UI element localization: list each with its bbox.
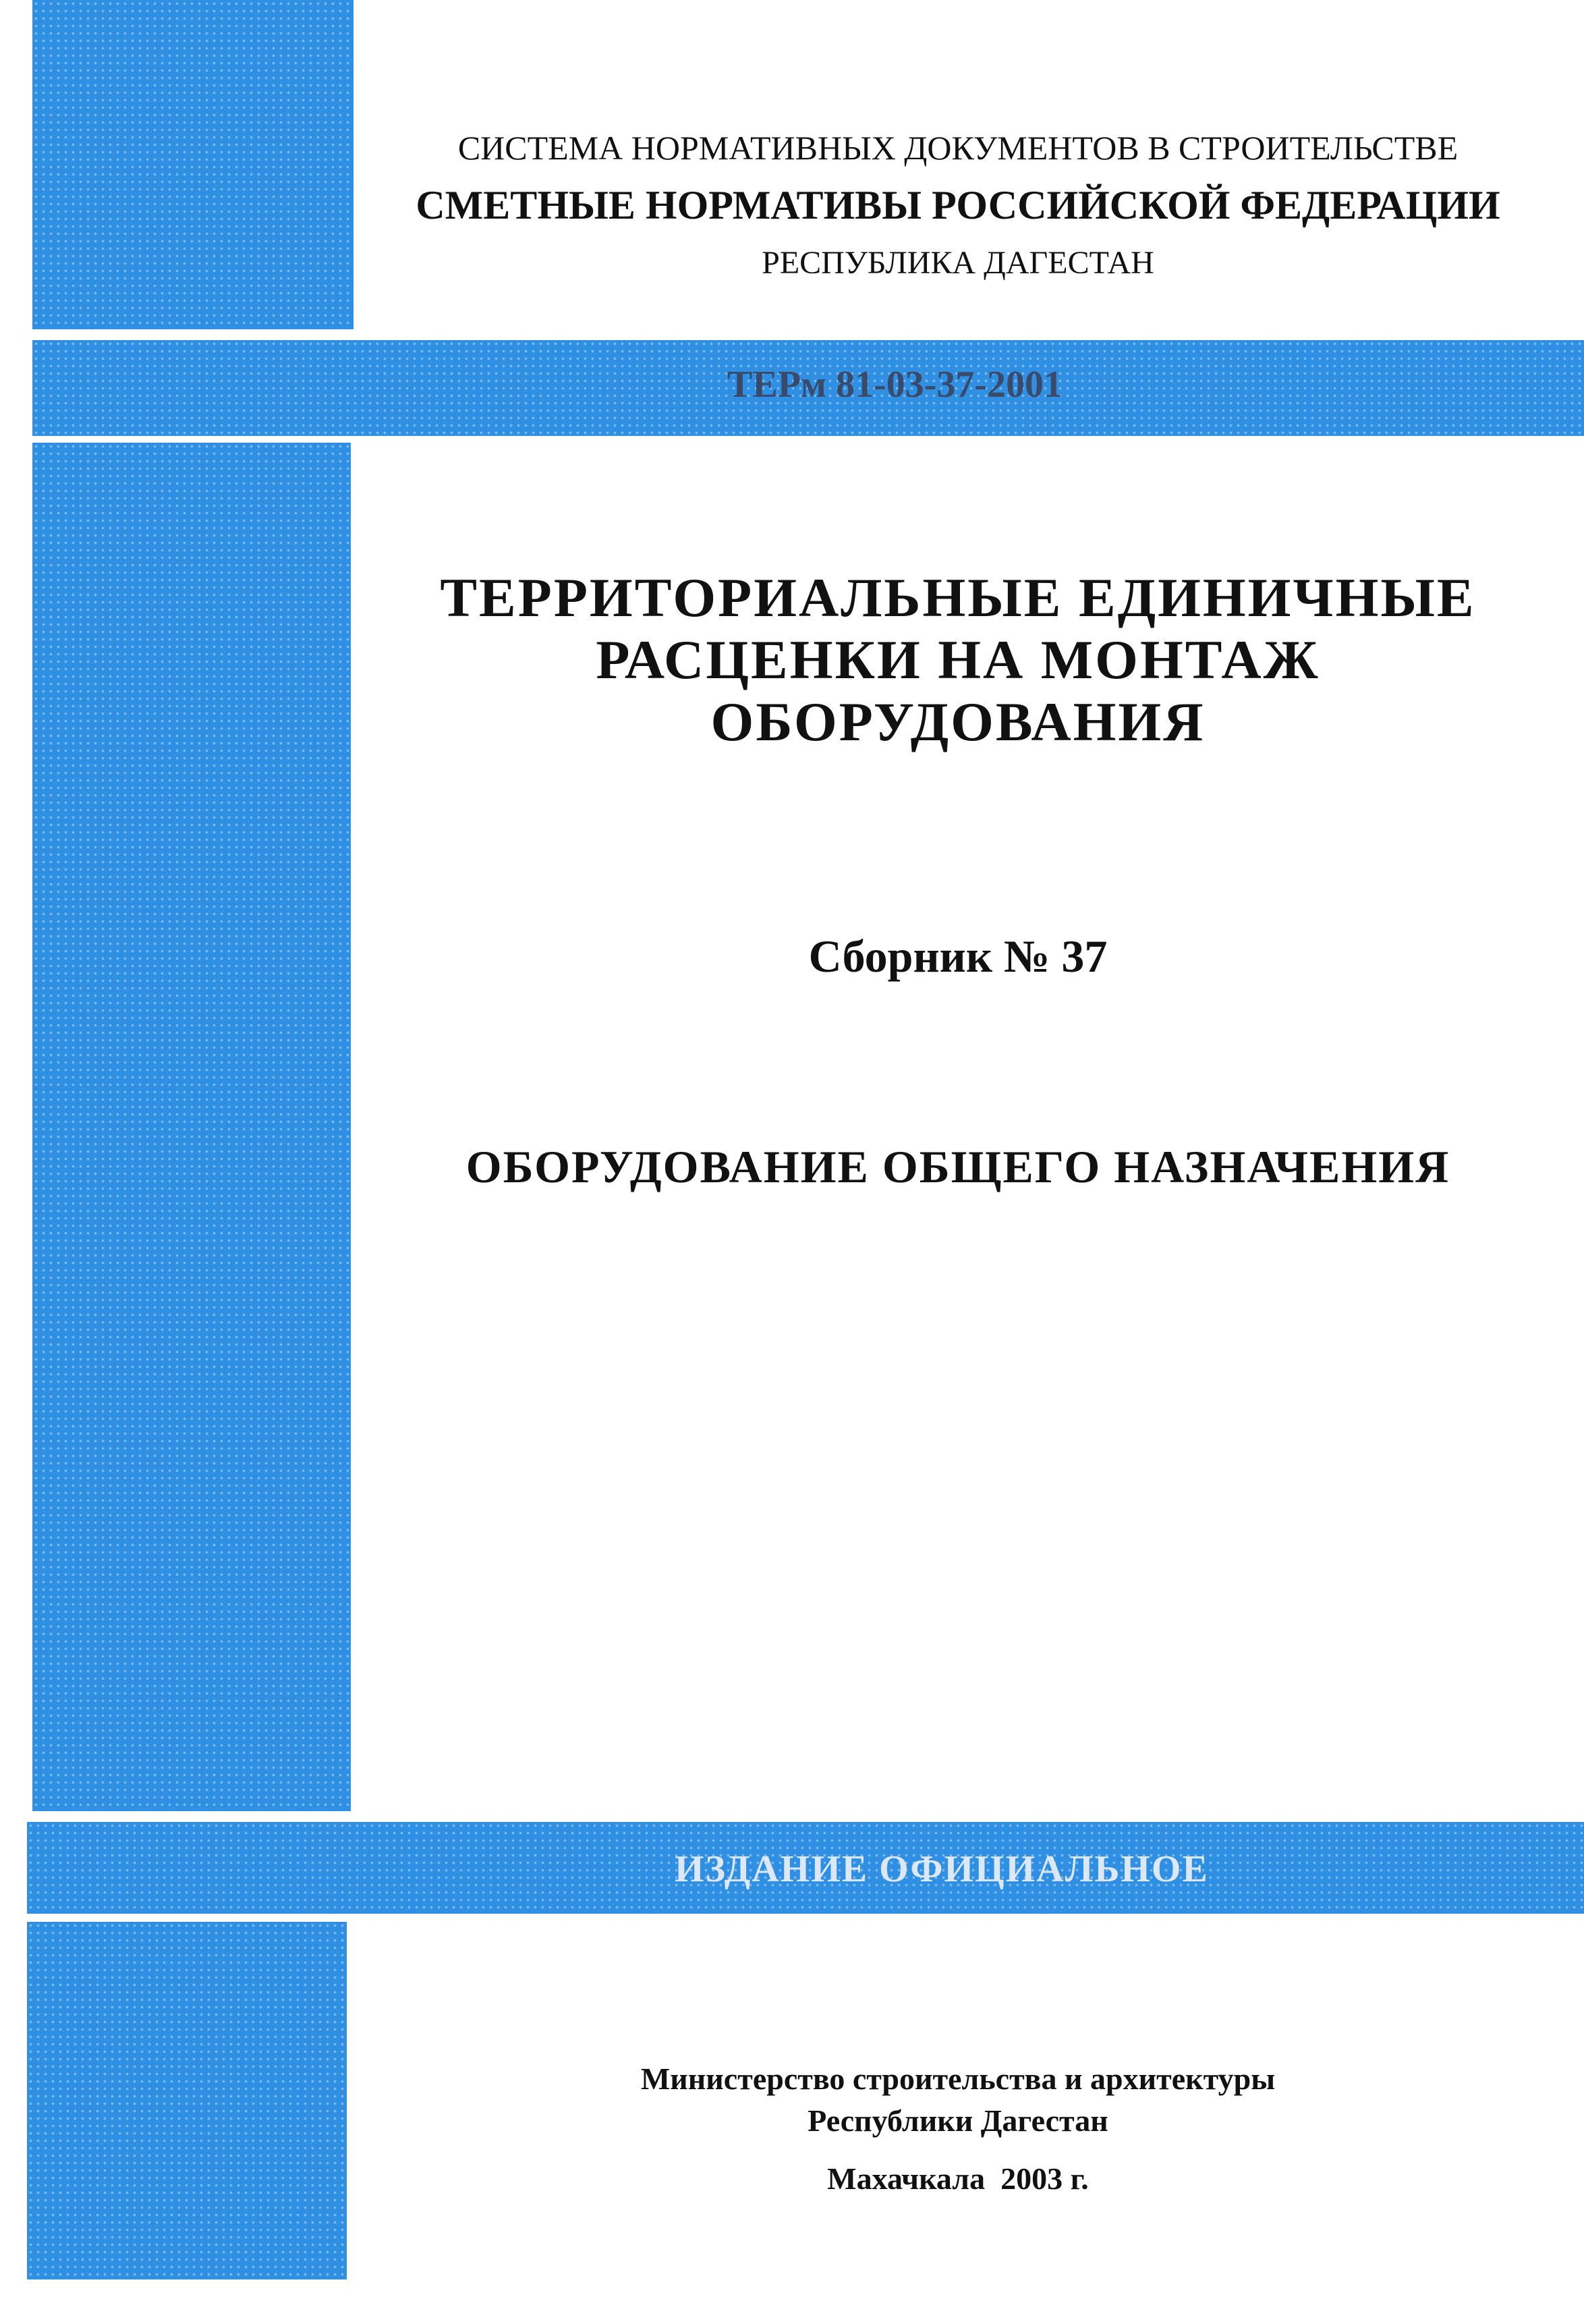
left-blue-strip-bottom [27,1922,347,2279]
document-code: ТЕРм 81-03-37-2001 [727,364,1063,406]
official-edition-band [27,1822,1584,1914]
region-heading: РЕСПУБЛИКА ДАГЕСТАН [762,245,1154,281]
main-title-line-1: ТЕРРИТОРИАЛЬНЫЕ ЕДИНИЧНЫЕ [440,567,1476,628]
left-blue-strip-middle [32,443,351,1811]
left-blue-strip-top [32,0,353,329]
section-title: ОБОРУДОВАНИЕ ОБЩЕГО НАЗНАЧЕНИЯ [465,1141,1450,1192]
publisher-line-1: Министерство строительства и архитектуры [640,2062,1276,2096]
system-heading: СИСТЕМА НОРМАТИВНЫХ ДОКУМЕНТОВ В СТРОИТЕЛЬСТВЕ [457,129,1459,167]
estimate-norms-heading: СМЕТНЫЕ НОРМАТИВЫ РОССИЙСКОЙ ФЕДЕРАЦИИ [416,183,1500,227]
main-title [378,567,1538,753]
official-edition-label: ИЗДАНИЕ ОФИЦИАЛЬНОЕ [675,1848,1209,1890]
place-and-year: Махачкала 2003 г. [827,2161,1089,2196]
document-code-band [32,340,1584,436]
main-title-line-3: ОБОРУДОВАНИЯ [710,691,1206,752]
collection-number: Сборник № 37 [808,931,1108,982]
publisher [378,2058,1538,2142]
publisher-line-2: Республики Дагестан [808,2103,1108,2138]
main-title-line-2: РАСЦЕНКИ НА МОНТАЖ [596,629,1320,690]
